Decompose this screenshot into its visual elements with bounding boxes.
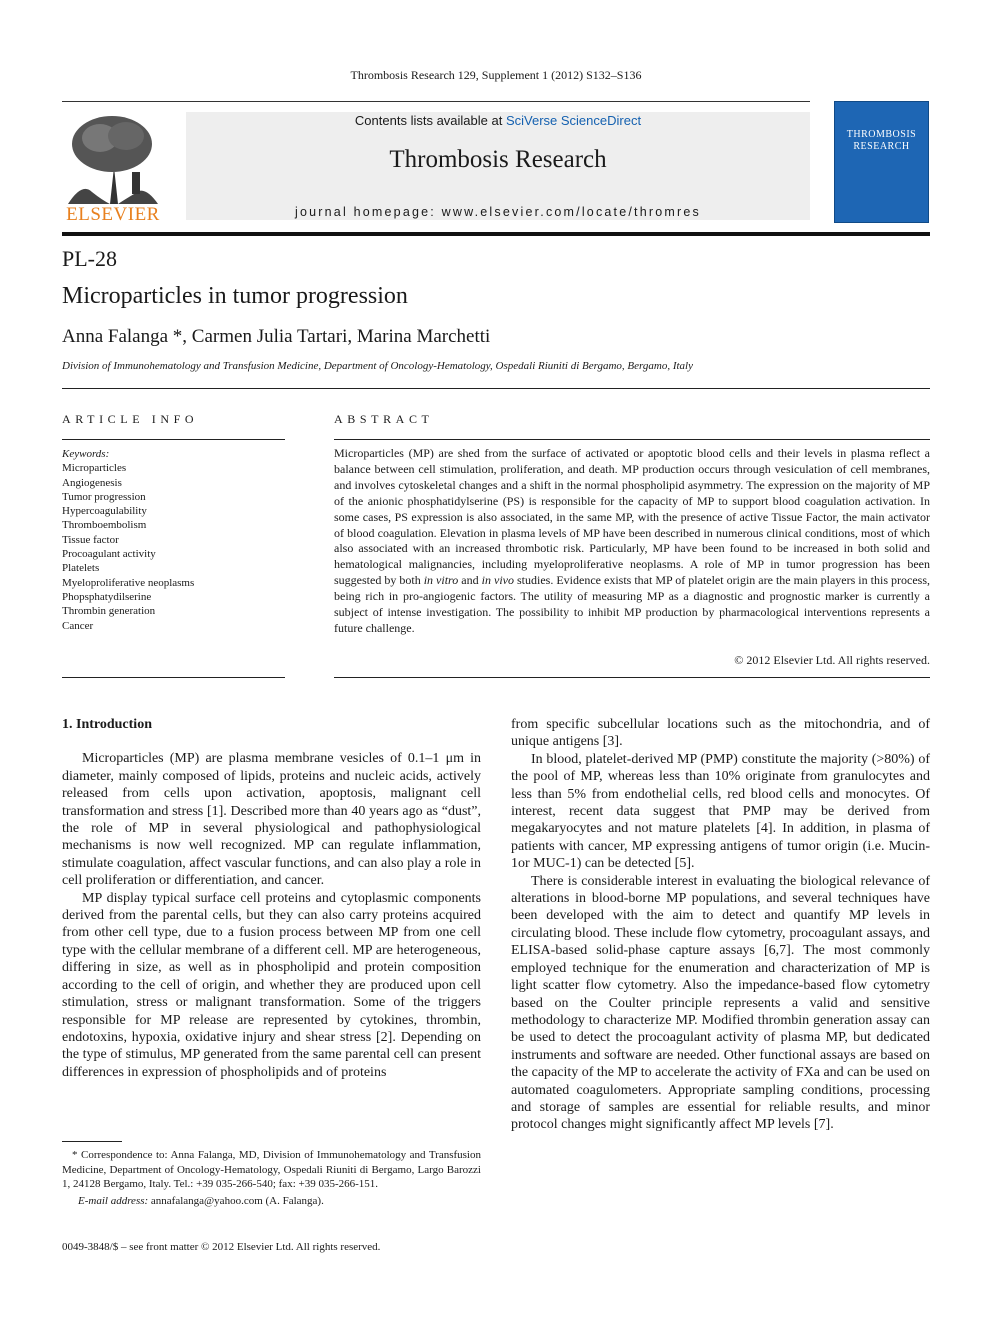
abstract-part: and xyxy=(458,573,482,588)
header-thick-rule xyxy=(62,232,930,236)
email-address[interactable]: annafalanga@yahoo.com (A. Falanga). xyxy=(148,1194,324,1207)
keyword: Hypercoagulability xyxy=(62,505,147,518)
contents-line xyxy=(186,113,810,128)
abstract-text xyxy=(334,446,930,637)
keyword: Tissue factor xyxy=(62,533,119,546)
issn-line: 0049-3848/$ – see front matter © 2012 Elsevier Ltd. All rights reserved. xyxy=(62,1241,381,1253)
elsevier-wordmark: ELSEVIER xyxy=(66,204,160,225)
paragraph: from specific subcellular locations such as the mitochondria, and of unique antigens [3]. xyxy=(511,717,930,750)
keyword: Cancer xyxy=(62,619,94,632)
article-id: PL-28 xyxy=(62,246,117,271)
keyword: Myeloproliferative neoplasms xyxy=(62,576,195,589)
email-label: E-mail address: xyxy=(78,1194,149,1207)
journal-cover-image xyxy=(834,101,929,223)
keyword: Angiogenesis xyxy=(62,476,122,489)
keyword: Thrombin generation xyxy=(62,605,156,618)
title-rule xyxy=(62,388,930,389)
keyword: Platelets xyxy=(62,562,100,575)
abstract-italic: in vivo xyxy=(481,573,514,588)
keyword: Tumor progression xyxy=(62,490,146,503)
body-column-left xyxy=(62,716,481,1081)
keyword: Thromboembolism xyxy=(62,519,147,532)
contents-prefix: Contents lists available at xyxy=(354,113,506,128)
footnote xyxy=(62,1148,481,1208)
abstract-copyright: © 2012 Elsevier Ltd. All rights reserved. xyxy=(734,653,930,667)
abstract-part: Microparticles (MP) are shed from the surface of activated or apoptotic blood cells and their levels in plasma reflect a balance between cell stimulation, proliferation, and death. MP production occurs through vesiculation of cell membranes, and involves cytoskeletal changes and a shift in the normal phospholipid asymmetry. The expression on the majority of MP of the anionic phosphatidylserine (PS) is responsible for the capacity of MP to support blood coagulation activation. In some cases, PS expression is also associated, in the same MP, with the presence of active Tissue Factor, the main activator of blood coagulation. Elevation in plasma levels of MP have been described in numerous clinical conditions, most of which also associated with an increased thrombotic risk. Particularly, MP have been found to be increased in both solid and hematological malignancies, including myeloproliferative neoplasms. A role of MP in tumor progression has been suggested by both xyxy=(334,446,930,588)
journal-homepage[interactable]: journal homepage: www.elsevier.com/locate/thromres xyxy=(295,205,701,219)
header-rule xyxy=(62,101,810,102)
keywords-label: Keywords: xyxy=(62,448,110,460)
sciencedirect-link[interactable]: SciVerse ScienceDirect xyxy=(505,113,642,128)
journal-title: Thrombosis Research xyxy=(389,146,607,173)
abstract-italic: in vitro xyxy=(423,573,459,588)
abstract-heading: ABSTRACT xyxy=(334,412,434,426)
abstract-rule xyxy=(334,439,930,440)
affiliation: Division of Immunohematology and Transfusion Medicine, Department of Oncology-Hematology, Ospedali Riuniti di Bergamo, Bergamo, Italy xyxy=(62,360,693,372)
footnote-rule xyxy=(62,1141,122,1142)
cover-title: THROMBOSIS RESEARCH xyxy=(846,129,917,152)
article-title: Microparticles in tumor progression xyxy=(62,283,408,309)
journal-citation: Thrombosis Research 129, Supplement 1 (2012) S132–S136 xyxy=(350,68,642,82)
section-heading: 1. Introduction xyxy=(62,717,152,732)
paragraph: There is considerable interest in evaluating the biological relevance of alterations in blood-borne MP populations, and several techniques have been developed with the aim to detect and quantify MP levels in circulating blood. These include flow cytometry, procoagulant assays, and ELISA-based solid-phase capture assays [6,7]. The most commonly employed technique for the enumeration and characterization of MP is light scatter flow cytometry. Also the impedance-based flow cytometry based on the Coulter principle represents a valid and sensitive methodology to characterize MP. Modified thrombin generation assay can be used to detect the procoagulant activity of plasma MP, but dedicated instruments and software are needed. Other functional assays are based on the capacity of the MP to accelerate the activity of FXa and can be used on automated coagulometers. Appropriate sampling conditions, processing and storage of samples are essential for reliable results, and minor protocol changes might significantly affect MP levels [7]. xyxy=(511,873,930,1133)
article-info-rule xyxy=(62,439,285,440)
keyword: Procoagulant activity xyxy=(62,548,156,561)
article-info-heading: ARTICLE INFO xyxy=(62,412,199,426)
paragraph: In blood, platelet-derived MP (PMP) constitute the majority (>80%) of the pool of MP, whereas less than 10% originate from granulocytes and less than 5% from endothelial cells, red blood cells and monocytes. Of interest, recent data suggest that PMP may be derived from megakaryocytes and not mature platelets [4]. In addition, in plasma of patients with cancer, MP expressing antigens of tumor origin (i.e. Mucin-1or MUC-1) can be detected [5]. xyxy=(511,751,930,872)
email-note xyxy=(62,1194,481,1209)
article-info-bottom-rule xyxy=(62,677,285,678)
paragraph: MP display typical surface cell proteins and cytoplasmic components derived from the parental cells, but they can also carry proteins acquired from other cell type, due to a fusion process between MP from one cell type with the cellular membrane of a different cell. MP are heterogeneous, differing in size, as well as in phospholipid and protein composition according to the cell of origin, and whether they are produced upon cell stimulation, stress or malignant transformation. Some of the triggers responsible for MP release are represented by cytokines, thrombin, endotoxins, hypoxia, oxidative injury and shear stress [2]. Depending on the type of stimulus, MP generated from the same parental cell can present differences in expression of phospholipids and of proteins xyxy=(62,890,481,1080)
author-list: Anna Falanga *, Carmen Julia Tartari, Marina Marchetti xyxy=(62,326,491,347)
abstract-bottom-rule xyxy=(334,677,930,678)
abstract-part: studies. Evidence exists that MP of platelet origin are the main players in this process, being rich in pro-angiogenic factors. The utility of measuring MP as a diagnostic and prognostic marker is currently a subject of intense investigation. The possibility to inhibit MP production by pharmacological interventions represents a future challenge. xyxy=(334,573,930,635)
keyword: Microparticles xyxy=(62,462,127,475)
paragraph: Microparticles (MP) are plasma membrane vesicles of 0.1–1 μm in diameter, mainly composed of lipids, proteins and nucleic acids, actively released from cells upon activation, apoptosis, malignant cell transformation and stress [1]. Described more than 40 years ago as “dust”, the role of MP in several physiological and pathophysiological mechanisms is now well recognized. MP can regulate inflammation, stimulate coagulation, affect vascular functions, and can also play a role in cell proliferation or differentiation, and cancer. xyxy=(62,751,481,889)
keyword: Phopsphatydilserine xyxy=(62,590,152,603)
keywords-list xyxy=(62,447,282,633)
body-column-right xyxy=(511,716,930,1134)
correspondence-note: * Correspondence to: Anna Falanga, MD, Division of Immunohematology and Transfusion Medicine, Department of Oncology-Hematology, Ospedali Riuniti di Bergamo, Largo Barozzi 1, 24128 Bergamo, Italy. Tel.: +39 035-266-540; fax: +39 035-266-151. xyxy=(62,1149,481,1190)
